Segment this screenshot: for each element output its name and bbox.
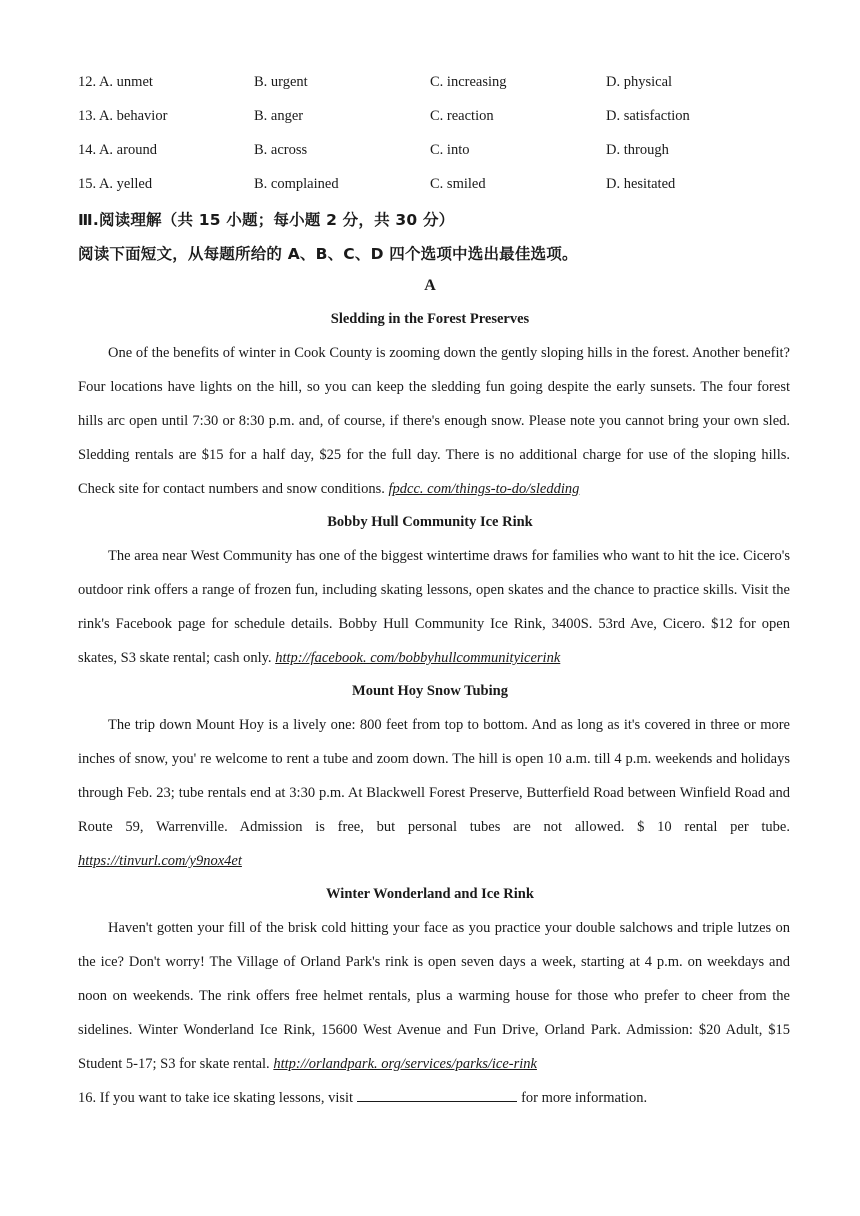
- option-row-15: [0, 176, 860, 196]
- section-instruction: 阅读下面短文，从每题所给的 A、B、C、D 四个选项中选出最佳选项。: [78, 245, 578, 263]
- link-winter-wonderland[interactable]: http://orlandpark. org/services/parks/ice-rink: [273, 1056, 537, 1072]
- link-snow-tubing[interactable]: https://tinvurl.com/y9nox4et: [78, 853, 242, 869]
- option-c: C. reaction: [430, 108, 494, 124]
- passage-letter: A: [424, 277, 436, 294]
- question-16: 16. If you want to take ice skating lessons, visit for more information.: [78, 1087, 647, 1107]
- option-b: B. complained: [254, 176, 339, 192]
- option-c: C. increasing: [430, 74, 507, 90]
- option-a: 15. A. yelled: [78, 176, 153, 192]
- option-a: 14. A. around: [78, 142, 157, 158]
- option-row-13: [0, 108, 860, 128]
- passage-sledding: One of the benefits of winter in Cook County is zooming down the gently sloping hills in the forest. Another benefit? Four locations have lights on the hill, so you can keep the sledding fun going despite the early sunsets. The four forest hills arc open until 7:30 or 8:30 p.m. and, of course, if there's enough snow. Please note you cannot bring your own sled. Sledding rentals are $15 for a half day, $25 for the full day. There is no additional charge for use of the sloping hills. Check site for contact numbers and snow conditions. fpdcc. com/things-to-do/sledding: [78, 345, 790, 497]
- option-d: D. satisfaction: [606, 108, 690, 124]
- link-sledding[interactable]: fpdcc. com/things-to-do/sledding: [388, 481, 580, 497]
- passage-title-snow-tubing: Mount Hoy Snow Tubing: [352, 683, 508, 699]
- option-b: B. anger: [254, 108, 304, 124]
- option-c: C. smiled: [430, 176, 486, 192]
- option-a: 12. A. unmet: [78, 74, 153, 90]
- option-row-12: [0, 74, 860, 94]
- passage-ice-rink: The area near West Community has one of the biggest wintertime draws for families who want to hit the ice. Cicero's outdoor rink offers a range of frozen fun, including skating lessons, open skates and the chance to practice skills. Visit the rink's Facebook page for schedule details. Bobby Hull Community Ice Rink, 3400S. 53rd Ave, Cicero. $12 for open skates, S3 skate rental; cash only. http://facebook. com/bobbyhullcommunityicerink: [78, 548, 790, 666]
- option-row-14: [0, 142, 860, 162]
- link-ice-rink[interactable]: http://facebook. com/bobbyhullcommunityicerink: [275, 650, 561, 666]
- option-b: B. urgent: [254, 74, 308, 90]
- passage-snow-tubing: The trip down Mount Hoy is a lively one: 800 feet from top to bottom. And as long as it's covered in three or more inches of snow, you' re welcome to rent a tube and zoom down. The hill is open 10 a.m. till 4 p.m. weekends and holidays through Feb. 23; tube rentals end at 3:30 p.m. At Blackwell Forest Preserve, Butterfield Road between Winfield Road and Route 59, Warrenville. Admission is free, but personal tubes are not allowed. $ 10 rental per tube. https://tinvurl.com/y9nox4et: [78, 717, 790, 869]
- answer-blank[interactable]: [357, 1087, 517, 1102]
- option-a: 13. A. behavior: [78, 108, 168, 124]
- passage-winter-wonderland: Haven't gotten your fill of the brisk cold hitting your face as you practice your double salchows and triple lutzes on the ice? Don't worry! The Village of Orland Park's rink is open seven days a week, starting at 4 p.m. on weekdays and noon on weekends. The rink offers free helmet rentals, plus a warming house for those who prefer to cheer from the sidelines. Winter Wonderland Ice Rink, 15600 West Avenue and Fun Drive, Orland Park. Admission: $20 Adult, $15 Student 5-17; S3 for skate rental. http://orlandpark. org/services/parks/ice-rink: [78, 920, 790, 1072]
- section-title: Ⅲ.阅读理解（共 15 小题；每小题 2 分，共 30 分）: [78, 211, 455, 229]
- option-c: C. into: [430, 142, 470, 158]
- option-b: B. across: [254, 142, 308, 158]
- option-d: D. hesitated: [606, 176, 676, 192]
- passage-title-sledding: Sledding in the Forest Preserves: [330, 311, 530, 327]
- option-d: D. through: [606, 142, 669, 158]
- passage-title-winter-wonderland: Winter Wonderland and Ice Rink: [326, 886, 534, 902]
- passage-title-ice-rink: Bobby Hull Community Ice Rink: [327, 514, 533, 530]
- option-d: D. physical: [606, 74, 673, 90]
